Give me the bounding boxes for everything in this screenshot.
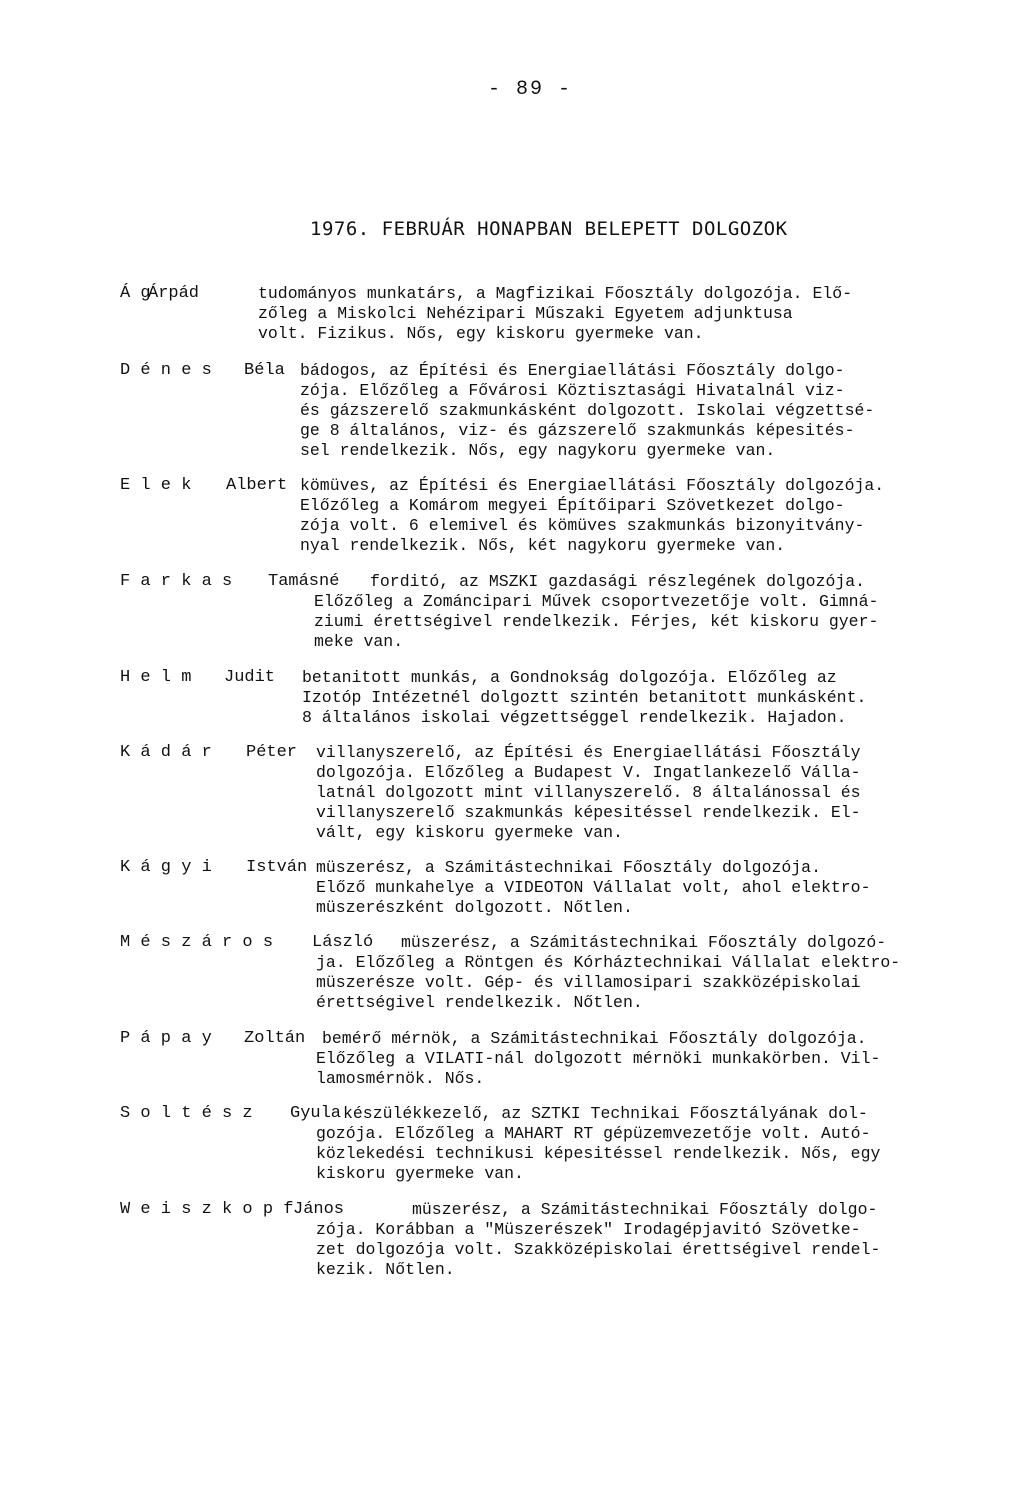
description-line: nyal rendelkezik. Nős, két nagykoru gyermeke van. [300,536,786,555]
employee-first-name: István [246,858,308,877]
employee-surname: F a r k a s [120,572,233,591]
employee-description [316,743,861,843]
employee-surname: M é s z á r o s [120,933,274,952]
description-line: Izotóp Intézetnél dolgoztt szintén betanitott munkásként. [302,688,867,707]
description-line: ja. Előzőleg a Röntgen és Kórháztechnikai Vállalat elektro- [316,953,901,972]
employee-first-name: Zoltán [244,1029,306,1048]
description-line: müszerész, a Számitástechnikai Főosztály dolgozója. [316,858,821,877]
employee-first-name: János [293,1200,345,1219]
employee-surname: D é n e s [120,361,212,380]
employee-description [302,668,866,728]
description-line: zója volt. 6 elemivel és kömüves szakmunkás bizonyitvány- [300,516,865,535]
description-line: villanyszerelő, az Építési és Energiaellátási Főosztály [316,743,861,762]
description-line: kezik. Nőtlen. [316,1260,455,1279]
employee-surname: H e l m [120,668,192,687]
employee-description [258,284,852,344]
description-line: Előzőleg a Komárom megyei Építőipari Szövetkezet dolgo- [300,496,845,515]
description-line: forditó, az MSZKI gazdasági részlegének dolgozója. [370,572,866,591]
description-line: Előzőleg a Zománcipari Művek csoportvezetője volt. Gimná- [314,592,879,611]
page-number: - 89 - [487,78,572,101]
description-line: lamosmérnök. Nős. [316,1069,485,1088]
description-line: müszerész, a Számitástechnikai Főosztály dolgo- [412,1200,878,1219]
employee-first-name: Gyula [290,1104,342,1123]
employee-first-name: Péter [246,743,298,762]
description-line: bádogos, az Építési és Energiaellátási Főosztály dolgo- [300,361,845,380]
employee-surname: E l e k [120,476,192,495]
description-line: Előzőleg a VILATI-nál dolgozott mérnöki munkakörben. Vil- [316,1049,881,1068]
employee-description [300,476,884,556]
employee-first-name: Tamásné [268,572,340,591]
employee-first-name: Albert [226,476,288,495]
employee-surname: Á g [120,284,151,303]
description-line: érettségivel rendelkezik. Nőtlen. [316,993,643,1012]
employee-first-name: Judit [224,668,276,687]
employee-surname: K á g y i [120,858,212,877]
description-line: ziumi érettségivel rendelkezik. Férjes, két kiskoru gyer- [314,612,879,631]
employee-surname: W e i s z k o p f [120,1200,294,1219]
description-line: zója. Előzőleg a Fővárosi Köztisztasági Hivatalnál viz- [300,381,845,400]
description-line: kömüves, az Építési és Energiaellátási Főosztály dolgozója. [300,476,885,495]
description-line: betanitott munkás, a Gondnokság dolgozója. Előzőleg az [302,668,837,687]
description-line: müszerész, a Számitástechnikai Főosztály dolgozó- [401,933,887,952]
employee-surname: K á d á r [120,743,212,762]
description-line: ge 8 általános, viz- és gázszerelő szakmunkás képesités- [300,421,855,440]
description-line: zója. Korábban a "Müszerészek" Irodagépjavitó Szövetke- [316,1220,861,1239]
employee-description [316,858,871,918]
description-line: dolgozója. Előzőleg a Budapest V. Ingatlankezelő Válla- [316,763,861,782]
page-title: 1976. FEBRUÁR HONAPBAN BELEPETT DOLGOZOK [310,218,788,240]
description-line: 8 általános iskolai végzettséggel rendelkezik. Hajadon. [302,708,847,727]
description-line: villanyszerelő szakmunkás képesitéssel rendelkezik. El- [316,803,861,822]
employee-first-name: Béla [244,361,285,380]
description-line: Előző munkahelye a VIDEOTON Vállalat volt, ahol elektro- [316,878,871,897]
employee-description [316,1104,880,1184]
description-line: latnál dolgozott mint villanyszerelő. 8 általánossal és [316,783,861,802]
description-line: bemérő mérnök, a Számitástechnikai Főosztály dolgozója. [322,1029,867,1048]
description-line: meke van. [314,632,404,651]
employee-description [316,1200,880,1280]
description-line: tudományos munkatárs, a Magfizikai Főosztály dolgozója. Elő- [258,284,853,303]
description-line: müszerészként dolgozott. Nőtlen. [316,898,633,917]
description-line: kiskoru gyermeke van. [316,1164,524,1183]
description-line: vált, egy kiskoru gyermeke van. [316,823,623,842]
description-line: gozója. Előzőleg a MAHART RT gépüzemvezetője volt. Autó- [316,1124,871,1143]
employee-surname: P á p a y [120,1029,212,1048]
employee-first-name: Árpád [148,284,200,303]
description-line: sel rendelkezik. Nős, egy nagykoru gyermeke van. [300,441,776,460]
employee-surname: S o l t é s z [120,1104,253,1123]
employee-first-name: László [312,933,374,952]
description-line: zőleg a Miskolci Nehézipari Műszaki Egyetem adjunktusa [258,304,793,323]
employee-description [316,1029,880,1089]
employee-description [300,361,874,461]
description-line: zet dolgozója volt. Szakközépiskolai érettségivel rendel- [316,1240,881,1259]
description-line: müszerésze volt. Gép- és villamosipari szakközépiskolai [316,973,861,992]
description-line: volt. Fizikus. Nős, egy kiskoru gyermeke van. [258,324,704,343]
description-line: közlekedési technikusi képesitéssel rendelkezik. Nős, egy [316,1144,881,1163]
employee-description [314,572,879,652]
description-line: készülékkezelő, az SZTKI Technikai Főosztályának dol- [343,1104,868,1123]
description-line: és gázszerelő szakmunkásként dolgozott. Iskolai végzettsé- [300,401,875,420]
